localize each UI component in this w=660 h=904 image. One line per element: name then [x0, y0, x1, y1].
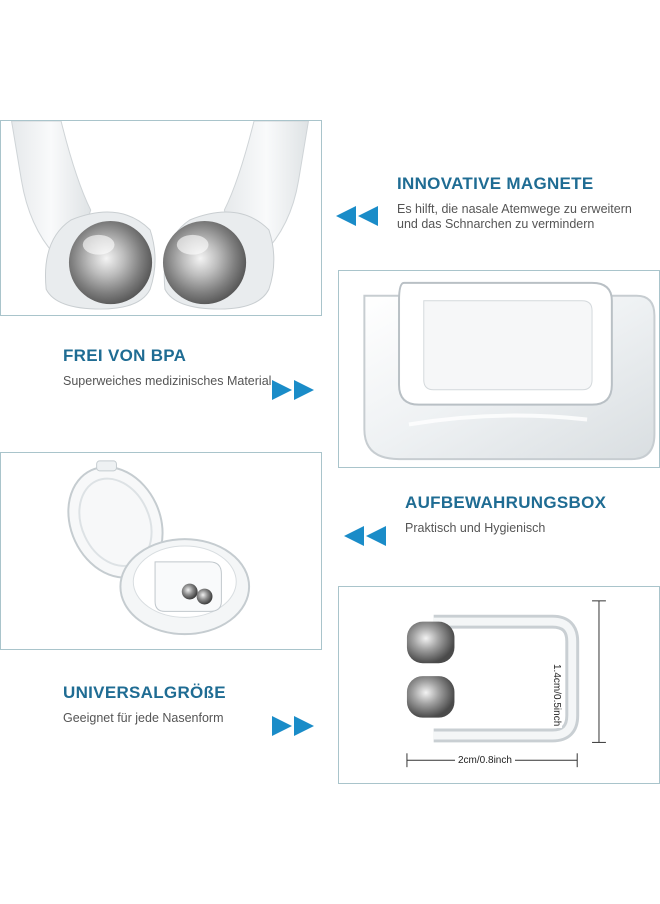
feature-description: Praktisch und Hygienisch — [405, 521, 546, 535]
dimension-width-label: 2cm/0.8inch — [455, 755, 515, 766]
feature-title: FREI VON BPA — [63, 346, 187, 365]
feature-storage-box — [405, 493, 645, 536]
magnets-closeup-image — [0, 120, 322, 316]
dimension-height-label: 1.4cm/0.5inch — [551, 664, 562, 727]
feature-description: Geeignet für jede Nasenform — [63, 711, 224, 725]
silicone-clip-image — [338, 270, 660, 468]
feature-description: Superweiches medizinisches Material — [63, 374, 272, 388]
feature-title: UNIVERSALGRÖßE — [63, 683, 226, 702]
feature-description: Es hilft, die nasale Atemwege zu erweitern und das Schnarchen zu vermindern — [397, 202, 632, 231]
feature-universal-size — [63, 683, 283, 726]
double-chevron-right-icon — [272, 716, 316, 736]
double-chevron-right-icon — [272, 380, 316, 400]
double-chevron-left-icon — [336, 206, 380, 226]
feature-innovative-magnets — [397, 174, 637, 232]
double-chevron-left-icon — [344, 526, 388, 546]
storage-box-image — [0, 452, 322, 650]
feature-title: AUFBEWAHRUNGSBOX — [405, 493, 607, 512]
feature-bpa-free — [63, 346, 283, 389]
feature-title: INNOVATIVE MAGNETE — [397, 174, 594, 193]
